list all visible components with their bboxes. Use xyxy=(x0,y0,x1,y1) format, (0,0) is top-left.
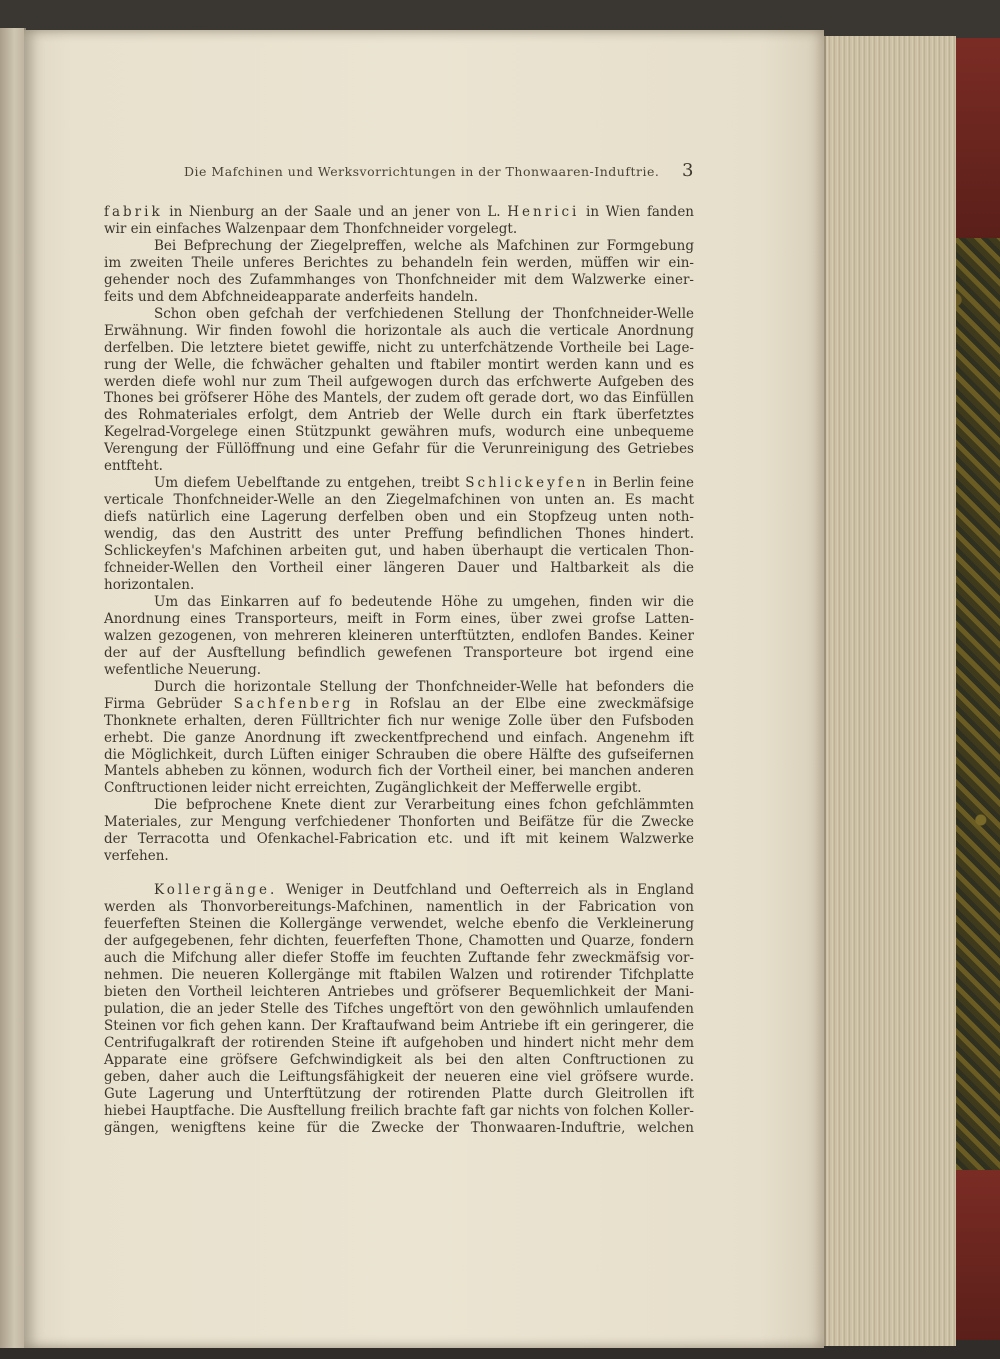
text-line: Verengung der Füllöffnung und eine Gefahr für die Verunreinigung des Getriebes xyxy=(104,441,694,458)
text-line: wefentliche Neuerung. xyxy=(104,661,262,678)
text-line: fchneider-Wellen den Vortheil einer längeren Dauer und Haltbarkeit als die xyxy=(104,560,694,577)
text-line: Conftructionen leider nicht erreichten, Zugänglichkeit der Mefferwelle ergibt. xyxy=(104,780,642,797)
text-line: feuerfeften Steinen die Kollergänge verwendet, welche ebenfo die Verkleinerung xyxy=(104,916,694,933)
text-span: in Nienburg an der Saale und an jener von L. xyxy=(162,204,508,220)
text-line: hiebei Hauptfache. Die Ausftellung freilich brachte faft gar nichts von folchen Koller- xyxy=(104,1102,694,1119)
text-line: bieten den Vortheil leichteren Antriebes und gröfserer Bequemlichkeit der Mani- xyxy=(104,983,694,1000)
text-line xyxy=(104,204,694,221)
paragraph-1 xyxy=(104,204,694,238)
text-line: walzen gezogenen, von mehreren kleineren unterftützten, endlofen Bandes. Keiner xyxy=(104,627,694,644)
text-line: Gute Lagerung und Unterftützung der rotirenden Platte durch Gleitrollen ift xyxy=(104,1085,694,1102)
text-line: Mantels abheben zu können, wodurch fich der Vortheil einer, bei manchen anderen xyxy=(104,763,694,780)
text-line: nehmen. Die neueren Kollergänge mit ftabilen Walzen und rotirender Tifchplatte xyxy=(104,966,694,983)
text-line: verfehen. xyxy=(104,848,169,865)
section-gap xyxy=(104,865,694,882)
text-line: Um das Einkarren auf fo bedeutende Höhe zu umgehen, finden wir die xyxy=(154,593,694,610)
cover-corner-bottom xyxy=(950,1170,1000,1340)
text-line: Erwähnung. Wir finden fowohl die horizontale als auch die verticale Anordnung xyxy=(104,322,694,339)
running-title: Die Mafchinen und Werksvorrichtungen in der Thonwaaren-Induftrie. xyxy=(184,164,660,179)
body-text xyxy=(104,204,694,1136)
text-span: in Berlin feine xyxy=(588,475,694,492)
paragraph-6 xyxy=(104,679,694,798)
text-span: Weniger in Deutfchland und Oefterreich als in England xyxy=(277,882,694,899)
text-line: der Terracotta und Ofenkachel-Fabrication etc. und ift mit keinem Walzwerke xyxy=(104,831,694,848)
text-line: Schon oben gefchah der verfchiedenen Stellung der Thonfchneider-Welle xyxy=(154,305,694,322)
spaced-name: Sachfenberg xyxy=(233,695,354,712)
text-line: verticale Thonfchneider-Welle an den Ziegelmafchinen von unten an. Es macht xyxy=(104,492,694,509)
text-line: Steinen vor fich gehen kann. Der Kraftaufwand beim Antriebe ift ein geringerer, die xyxy=(104,1017,694,1034)
spaced-name: Schlickeyfen xyxy=(465,475,589,492)
text-line: werden diefe wohl nur zum Theil aufgewogen durch das erfchwerte Aufgeben des xyxy=(104,373,694,390)
text-line: diefs natürlich eine Lagerung derfelben oben und ein Stopfzeug unten noth- xyxy=(104,509,694,526)
text-line: Kegelrad-Vorgelege einen Stützpunkt gewähren mufs, wodurch eine unbequeme xyxy=(104,424,694,441)
text-line: werden als Thonvorbereitungs-Mafchinen, namentlich in der Fabrication von xyxy=(104,899,694,916)
spaced-name: fabrik xyxy=(104,204,163,220)
text-span: Firma Gebrüder xyxy=(104,695,234,712)
text-line: wendig, das den Austritt des unter Preffung befindlichen Thones hindert. xyxy=(104,526,694,543)
text-line: wir ein einfaches Walzenpaar dem Thonfchneider vorgelegt. xyxy=(104,220,518,237)
text-line: feits und dem Abfchneideapparate anderfeits handeln. xyxy=(104,288,479,305)
text-line: der auf der Ausftellung befindlich gewefenen Transporteure bot irgend eine xyxy=(104,644,694,661)
text-line xyxy=(104,475,694,492)
text-line: horizontalen. xyxy=(104,576,195,593)
text-line xyxy=(104,882,694,899)
text-span: in Rofslau an der Elbe eine zweckmäfsige xyxy=(353,695,694,712)
text-span: in Wien fanden xyxy=(579,204,695,220)
text-line: gehender noch des Zufammhanges von Thonfchneider mit dem Walzwerke einer- xyxy=(104,271,694,288)
text-line: Centrifugalkraft der rotirenden Steine ift aufgehoben und hindert nicht mehr dem xyxy=(104,1034,694,1051)
text-line: gängen, wenigftens keine für die Zwecke der Thonwaaren-Induftrie, welchen xyxy=(104,1119,694,1136)
text-line: pulation, die an jeder Stelle des Tifches ungeftört von den gewöhnlich umlaufenden xyxy=(104,1000,694,1017)
page-number: 3 xyxy=(682,160,694,181)
text-line: Schlickeyfen's Mafchinen arbeiten gut, und haben überhaupt die verticalen Thon- xyxy=(104,543,694,560)
text-line: geben, daher auch die Leiftungsfähigkeit der neueren eine viel gröfsere wurde. xyxy=(104,1068,694,1085)
text-line: der aufgegebenen, fehr dichten, feuerfeften Thone, Chamotten und Quarze, fondern xyxy=(104,933,694,950)
text-line: derfelben. Die letztere bietet gewiffe, nicht zu unterfchätzende Vortheile bei Lage- xyxy=(104,339,694,356)
text-line: rung der Welle, die fchwächer gehalten und ftabiler montirt werden kann und es xyxy=(104,356,694,373)
text-line: Thones bei gröfserer Höhe des Mantels, der zudem oft gerade dort, wo das Einfüllen xyxy=(104,390,694,407)
left-page-edge xyxy=(0,28,26,1348)
spaced-name: Henrici xyxy=(507,204,580,220)
paragraph-4 xyxy=(104,475,694,594)
section-heading: Kollergänge. xyxy=(154,882,278,899)
paragraph-5 xyxy=(104,594,694,679)
text-line: die Möglichkeit, durch Lüften einiger Schrauben die obere Hälfte des gufseifernen xyxy=(104,746,694,763)
paragraph-3 xyxy=(104,306,694,476)
text-line: Apparate eine gröfsere Gefchwindigkeit als bei den alten Conftructionen zu xyxy=(104,1051,694,1068)
paragraph-7 xyxy=(104,797,694,865)
paragraph-kollergaenge xyxy=(104,882,694,1136)
text-line: entfteht. xyxy=(104,458,163,475)
text-line: des Rohmateriales erfolgt, dem Antrieb der Welle durch ein ftark überfetztes xyxy=(104,407,694,424)
text-line: Materiales, zur Mengung verfchiedener Thonforten und Beifätze für die Zwecke xyxy=(104,814,694,831)
paragraph-2 xyxy=(104,238,694,306)
text-line: auch die Mifchung aller diefer Stoffe im feuchten Zuftande fehr zweckmäfsig vor- xyxy=(104,949,694,966)
text-line: im zweiten Theile unferes Berichtes zu behandeln fein werden, müffen wir ein- xyxy=(104,254,694,271)
text-line: Anordnung eines Transporteurs, meift in Form eines, über zwei grofse Latten- xyxy=(104,610,694,627)
page-edges xyxy=(824,36,956,1346)
text-span: Um diefem Uebelftande zu entgehen, treibt xyxy=(154,475,466,492)
cover-corner-top xyxy=(950,38,1000,238)
text-line: Bei Befprechung der Ziegelpreffen, welche als Mafchinen zur Formgebung xyxy=(154,237,694,254)
text-line: Thonknete erhalten, deren Fülltrichter fich nur wenige Zolle über den Fufsboden xyxy=(104,712,694,729)
text-line xyxy=(104,696,694,713)
text-line: Durch die horizontale Stellung der Thonfchneider-Welle hat befonders die xyxy=(154,678,694,695)
text-line: Die befprochene Knete dient zur Verarbeitung eines fchon gefchlämmten xyxy=(154,797,694,814)
text-line: erhebt. Die ganze Anordnung ift zweckentfprechend und einfach. Angenehm ift xyxy=(104,729,694,746)
